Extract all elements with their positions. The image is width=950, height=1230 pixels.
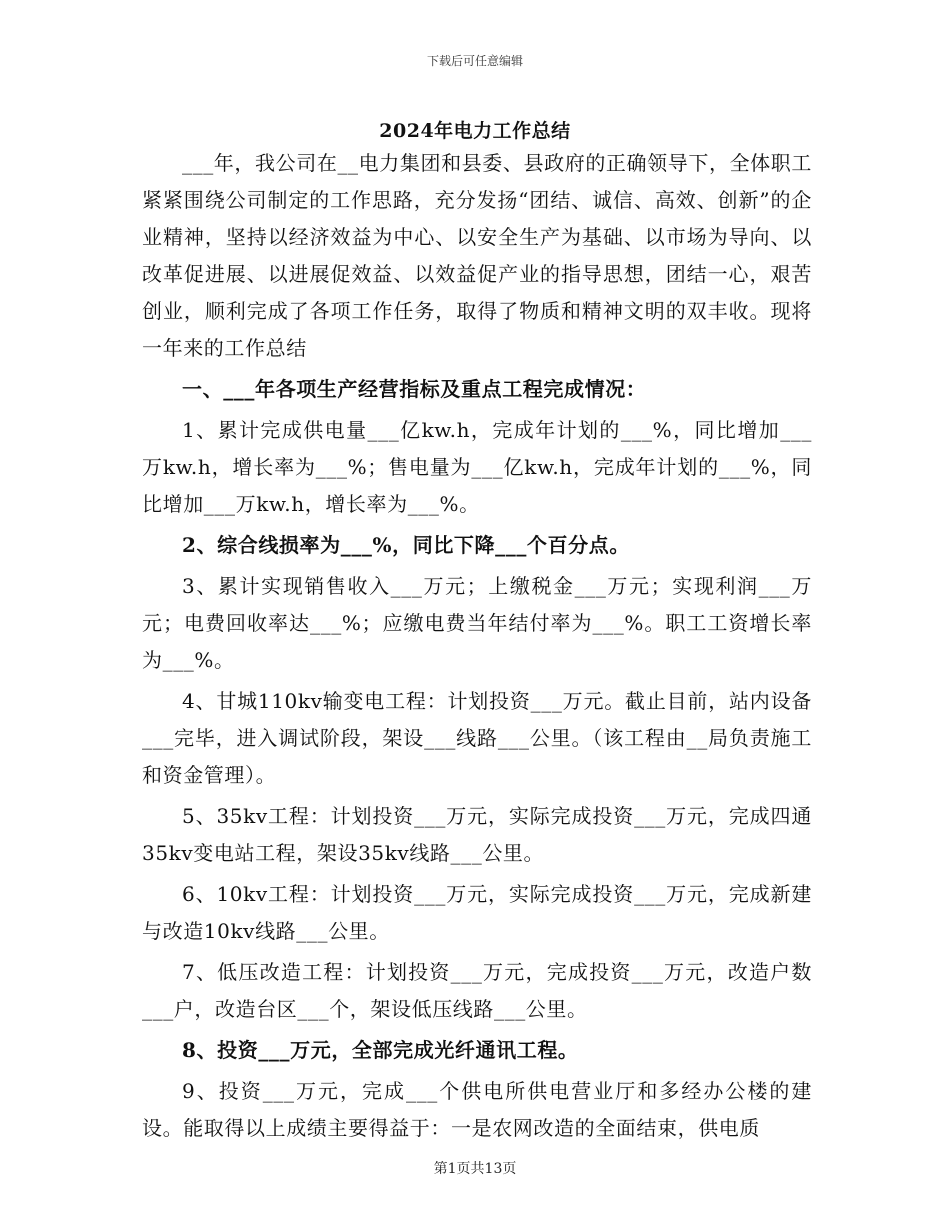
page-footer-number: 第1页共13页 (433, 1161, 517, 1177)
document-title: 2024年电力工作总结 (379, 120, 571, 142)
list-item-9: 9、投资___万元，完成___个供电所供电营业厅和多经办公楼的建设。能取得以上成绩主要得益于：一是农网改造的全面结束，供电质 (142, 1079, 812, 1140)
list-item-2: 2、综合线损率为___%，同比下降___个百分点。 (182, 533, 630, 557)
document-body (142, 145, 812, 1147)
list-item-8: 8、投资___万元，全部完成光纤通讯工程。 (182, 1038, 579, 1062)
section-heading-1: 一、___年各项生产经营指标及重点工程完成情况： (182, 377, 647, 401)
list-item-4: 4、甘城110kv输变电工程：计划投资___万元。截止目前，站内设备___完毕，进入调试阶段，架设___线路___公里。（该工程由__局负责施工和资金管理）。 (142, 689, 812, 787)
list-item-5: 5、35kv工程：计划投资___万元，实际完成投资___万元，完成四通35kv变电站工程，架设35kv线路___公里。 (142, 804, 812, 865)
page-header-note: 下载后可任意编辑 (426, 54, 523, 68)
list-item-6: 6、10kv工程：计划投资___万元，实际完成投资___万元，完成新建与改造10kv线路___公里。 (142, 882, 812, 943)
list-item-7: 7、低压改造工程：计划投资___万元，完成投资___万元，改造户数___户，改造台区___个，架设低压线路___公里。 (142, 960, 812, 1021)
paragraph-intro: ___年，我公司在__电力集团和县委、县政府的正确领导下，全体职工紧紧围绕公司制定的工作思路，充分发扬“团结、诚信、高效、创新”的企业精神，坚持以经济效益为中心、以安全生产为基础、以市场为导向、以改革促进展、以进展促效益、以效益促产业的指导思想，团结一心，艰苦创业，顺利完成了各项工作任务，取得了物质和精神文明的双丰收。现将一年来的工作总结 (142, 151, 812, 360)
list-item-1: 1、累计完成供电量___亿kw.h，完成年计划的___%，同比增加___万kw.h，增长率为___%；售电量为___亿kw.h，完成年计划的___%，同比增加___万kw.h，增长率为___%。 (142, 418, 812, 516)
list-item-3: 3、累计实现销售收入___万元；上缴税金___万元；实现利润___万元；电费回收率达___%；应缴电费当年结付率为___%。职工工资增长率为___%。 (142, 574, 812, 672)
